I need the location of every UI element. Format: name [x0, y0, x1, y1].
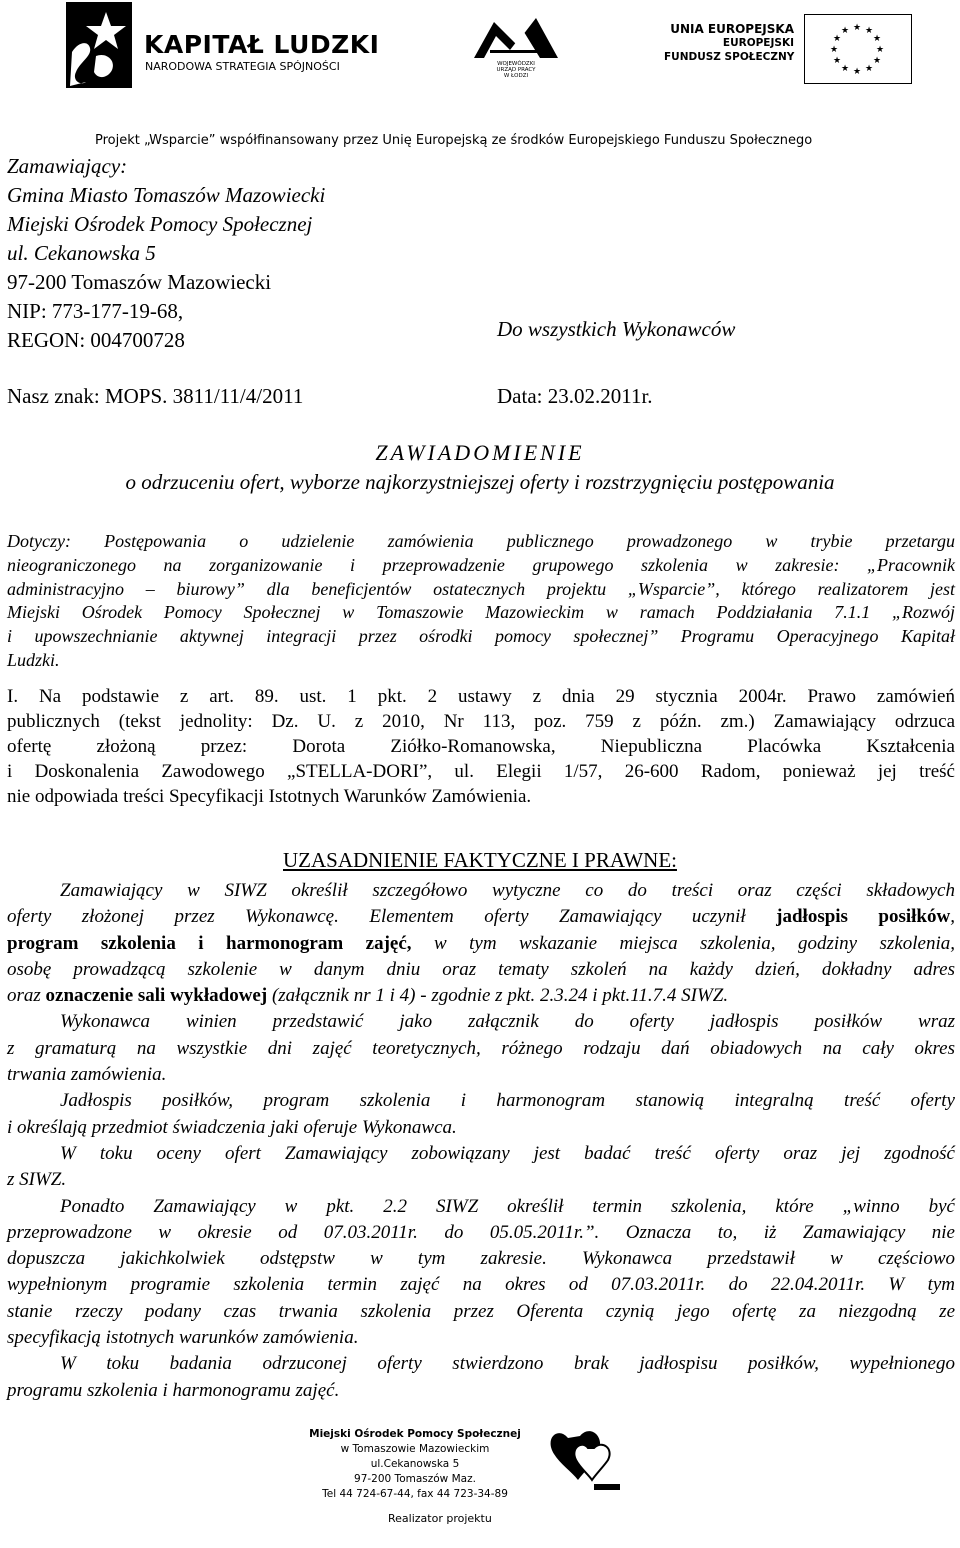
address-line: Gmina Miasto Tomaszów Mazowiecki — [7, 183, 326, 207]
body-line: specyfikacją istotnych warunków zamówienia. — [7, 1327, 359, 1349]
svg-text:★: ★ — [852, 23, 862, 33]
project-implementer-label: Realizator projektu — [388, 1512, 492, 1525]
decision-paragraph — [7, 684, 955, 809]
eu-flag-icon — [804, 14, 912, 84]
body-line: z SIWZ. — [7, 1169, 67, 1191]
star-emblem-icon — [66, 2, 132, 88]
eu-line: FUNDUSZ SPOŁECZNY — [664, 51, 795, 63]
body-line: Zamawiający w SIWZ określił szczegółowo wytyczne co do treści oraz części składowych — [60, 880, 955, 901]
decision-line: I. Na podstawie z art. 89. ust. 1 pkt. 2 ustawy z dnia 29 stycznia 2004r. Prawo zamówień — [7, 686, 955, 707]
stamp-line: Tel 44 724-67-44, fax 44 723-34-89 — [322, 1488, 508, 1500]
subject-line: administracyjno – biurowy” dla beneficjentów ostatecznych projektu „Wsparcie”, którego realizatorem jest — [7, 578, 955, 599]
stamp-line: Miejski Ośrodek Pomocy Społecznej — [309, 1428, 521, 1440]
body-line: wypełnionym programie szkolenia termin zajęć na okres od 07.03.2011r. do 22.04.2011r. W tym — [7, 1274, 955, 1296]
wup-line: URZĄD PRACY — [496, 67, 536, 73]
body-text: w tym wskazanie miejsca szkolenia, godziny szkolenia, — [411, 932, 955, 954]
body-line: dopuszcza jakichkolwiek odstępstw w tym zakresie. Wykonawca przedstawił w częściowo — [7, 1248, 955, 1270]
eu-logo — [664, 14, 954, 84]
svg-text:★: ★ — [872, 34, 882, 44]
address-line: REGON: 004700728 — [7, 328, 185, 352]
body-bold-text: program szkolenia i harmonogram zajęć, — [7, 932, 412, 954]
svg-text:★: ★ — [864, 26, 874, 36]
body-line: Ponadto Zamawiający w pkt. 2.2 SIWZ określił termin szkolenia, które „winno być — [60, 1195, 955, 1217]
svg-text:★: ★ — [829, 45, 839, 55]
stamp-line: w Tomaszowie Mazowieckim — [340, 1443, 490, 1455]
stamp-line: ul.Cekanowska 5 — [370, 1458, 460, 1470]
subject-line: i upowszechnianie aktywnej integracji przez ośrodki pomocy społecznej” Programu Operacyjnego Kapitał — [7, 626, 955, 647]
decision-line: ofertę złożoną przez: Dorota Ziółko-Romanowska, Niepubliczna Placówka Kształcenia — [7, 736, 955, 757]
svg-text:★: ★ — [872, 56, 882, 66]
mops-stamp — [300, 1427, 530, 1502]
subject-paragraph — [7, 530, 955, 673]
eu-line: EUROPEJSKI — [722, 37, 794, 49]
svg-text:★: ★ — [864, 64, 874, 74]
wup-line: WOJEWÓDZKI — [497, 61, 535, 67]
body-line — [7, 931, 955, 957]
subject-line: Ludzki. — [7, 649, 60, 670]
body-line: z gramaturą na wszystkie dni zajęć teoretycznych, różnego rodzaju dań obiadowych na cały okres — [7, 1037, 955, 1059]
body-bold-text: oznaczenie sali wykładowej — [45, 985, 268, 1007]
body-text: (załącznik nr 1 i 4) - zgodnie z pkt. 2.3.24 i pkt.11.7.4 SIWZ. — [267, 985, 729, 1007]
recipient: Do wszystkich Wykonawców — [497, 317, 736, 341]
body-bold-text: jadłospis posiłków — [776, 906, 951, 928]
subject-line: Dotyczy: Postępowania o udzielenie zamówienia publicznego prowadzonego w trybie przetargu — [7, 531, 955, 551]
address-line: NIP: 773-177-19-68, — [7, 299, 184, 323]
svg-text:★: ★ — [852, 67, 862, 77]
stamp-line: 97-200 Tomaszów Maz. — [354, 1473, 476, 1485]
wup-line: W ŁODZI — [503, 73, 529, 79]
svg-text:★: ★ — [840, 64, 850, 74]
body-line: Wykonawca winien przedstawić jako załącznik do oferty jadłospis posiłków wraz — [60, 1011, 955, 1033]
justification-body — [7, 878, 955, 1404]
body-line: przeprowadzone w okresie od 07.03.2011r. do 05.05.2011r.”. Oznacza to, iż Zamawiający nie — [7, 1221, 955, 1243]
svg-text:★: ★ — [832, 34, 842, 44]
address-line: ul. Cekanowska 5 — [7, 241, 156, 265]
justification-heading: UZASADNIENIE FAKTYCZNE I PRAWNE: — [283, 848, 677, 872]
contracting-authority-block — [7, 152, 325, 355]
svg-text:★: ★ — [832, 56, 842, 66]
subject-line: nieograniczonego na zorganizowanie i przeprowadzenie grupowego szkolenia w zakresie: „Pracownik — [7, 554, 955, 575]
body-line: i określają przedmiot świadczenia jaki oferuje Wykonawca. — [7, 1116, 457, 1138]
decision-line: publicznych (tekst jednolity: Dz. U. z 2010, Nr 113, poz. 759 z późn. zm.) Zamawiający odrzuca — [7, 711, 955, 732]
body-line — [7, 983, 955, 1009]
body-line: W toku oceny ofert Zamawiający zobowiązany jest badać treść oferty oraz jej zgodność — [60, 1142, 955, 1164]
body-line: stanie rzeczy podany czas trwania szkolenia przez Oferenta czynią jego ofertę za niezgodną ze — [7, 1300, 955, 1322]
address-label: Zamawiający: — [7, 154, 128, 178]
subject-line: Miejski Ośrodek Pomocy Społecznej w Tomaszowie Mazowieckim w ramach Poddziałania 7.1.1 „Rozwój — [7, 602, 955, 623]
svg-text:★: ★ — [840, 26, 850, 36]
mops-hearts-logo-icon — [548, 1418, 622, 1498]
body-text: oferty złożonej przez Wykonawcę. Elementem oferty Zamawiający uczynił — [7, 906, 777, 928]
body-text: , — [950, 906, 955, 928]
decision-line: nie odpowiada treści Specyfikacji Istotnych Warunków Zamówienia. — [7, 786, 532, 807]
body-line: Jadłospis posiłków, program szkolenia i harmonogram stanowią integralną treść oferty — [60, 1090, 955, 1112]
decision-line: i Doskonalenia Zawodowego „STELLA-DORI”, ul. Elegii 1/57, 26-600 Radom, ponieważ jej treść — [7, 761, 955, 782]
body-line: osobę prowadzącą szkolenie w danym dniu oraz tematy szkoleń na każdy dzień, dokładny adres — [7, 958, 955, 980]
reference-number: Nasz znak: MOPS. 3811/11/4/2011 — [7, 384, 304, 408]
body-line: W toku badania odrzuconej oferty stwierdzono brak jadłospisu posiłków, wypełnionego — [60, 1353, 955, 1375]
svg-text:★: ★ — [875, 45, 885, 55]
eu-line: UNIA EUROPEJSKA — [670, 22, 794, 36]
body-line: trwania zamówienia. — [7, 1064, 167, 1086]
wup-logo — [470, 14, 562, 79]
wup-emblem-icon — [470, 14, 562, 62]
address-line: 97-200 Tomaszów Mazowiecki — [7, 270, 272, 294]
address-line: Miejski Ośrodek Pomocy Społecznej — [7, 212, 313, 236]
document-subheading: o odrzuceniu ofert, wyborze najkorzystniejszej oferty i rozstrzygnięciu postępowania — [125, 470, 835, 494]
body-text: oraz — [7, 985, 46, 1007]
kapital-ludzki-title: KAPITAŁ LUDZKI — [144, 30, 380, 59]
document-heading: ZAWIADOMIENIE — [375, 440, 585, 465]
body-line: programu szkolenia i harmonogramu zajęć. — [7, 1379, 340, 1401]
kapital-ludzki-subtitle: NARODOWA STRATEGIA SPÓJNOŚCI — [145, 60, 340, 73]
kapital-ludzki-logo — [66, 2, 380, 88]
body-line — [7, 904, 955, 930]
project-line: Projekt „Wsparcie” współfinansowany przez Unię Europejską ze środków Europejskiego Funduszu Społecznego — [95, 133, 813, 148]
document-date: Data: 23.02.2011r. — [497, 384, 653, 408]
